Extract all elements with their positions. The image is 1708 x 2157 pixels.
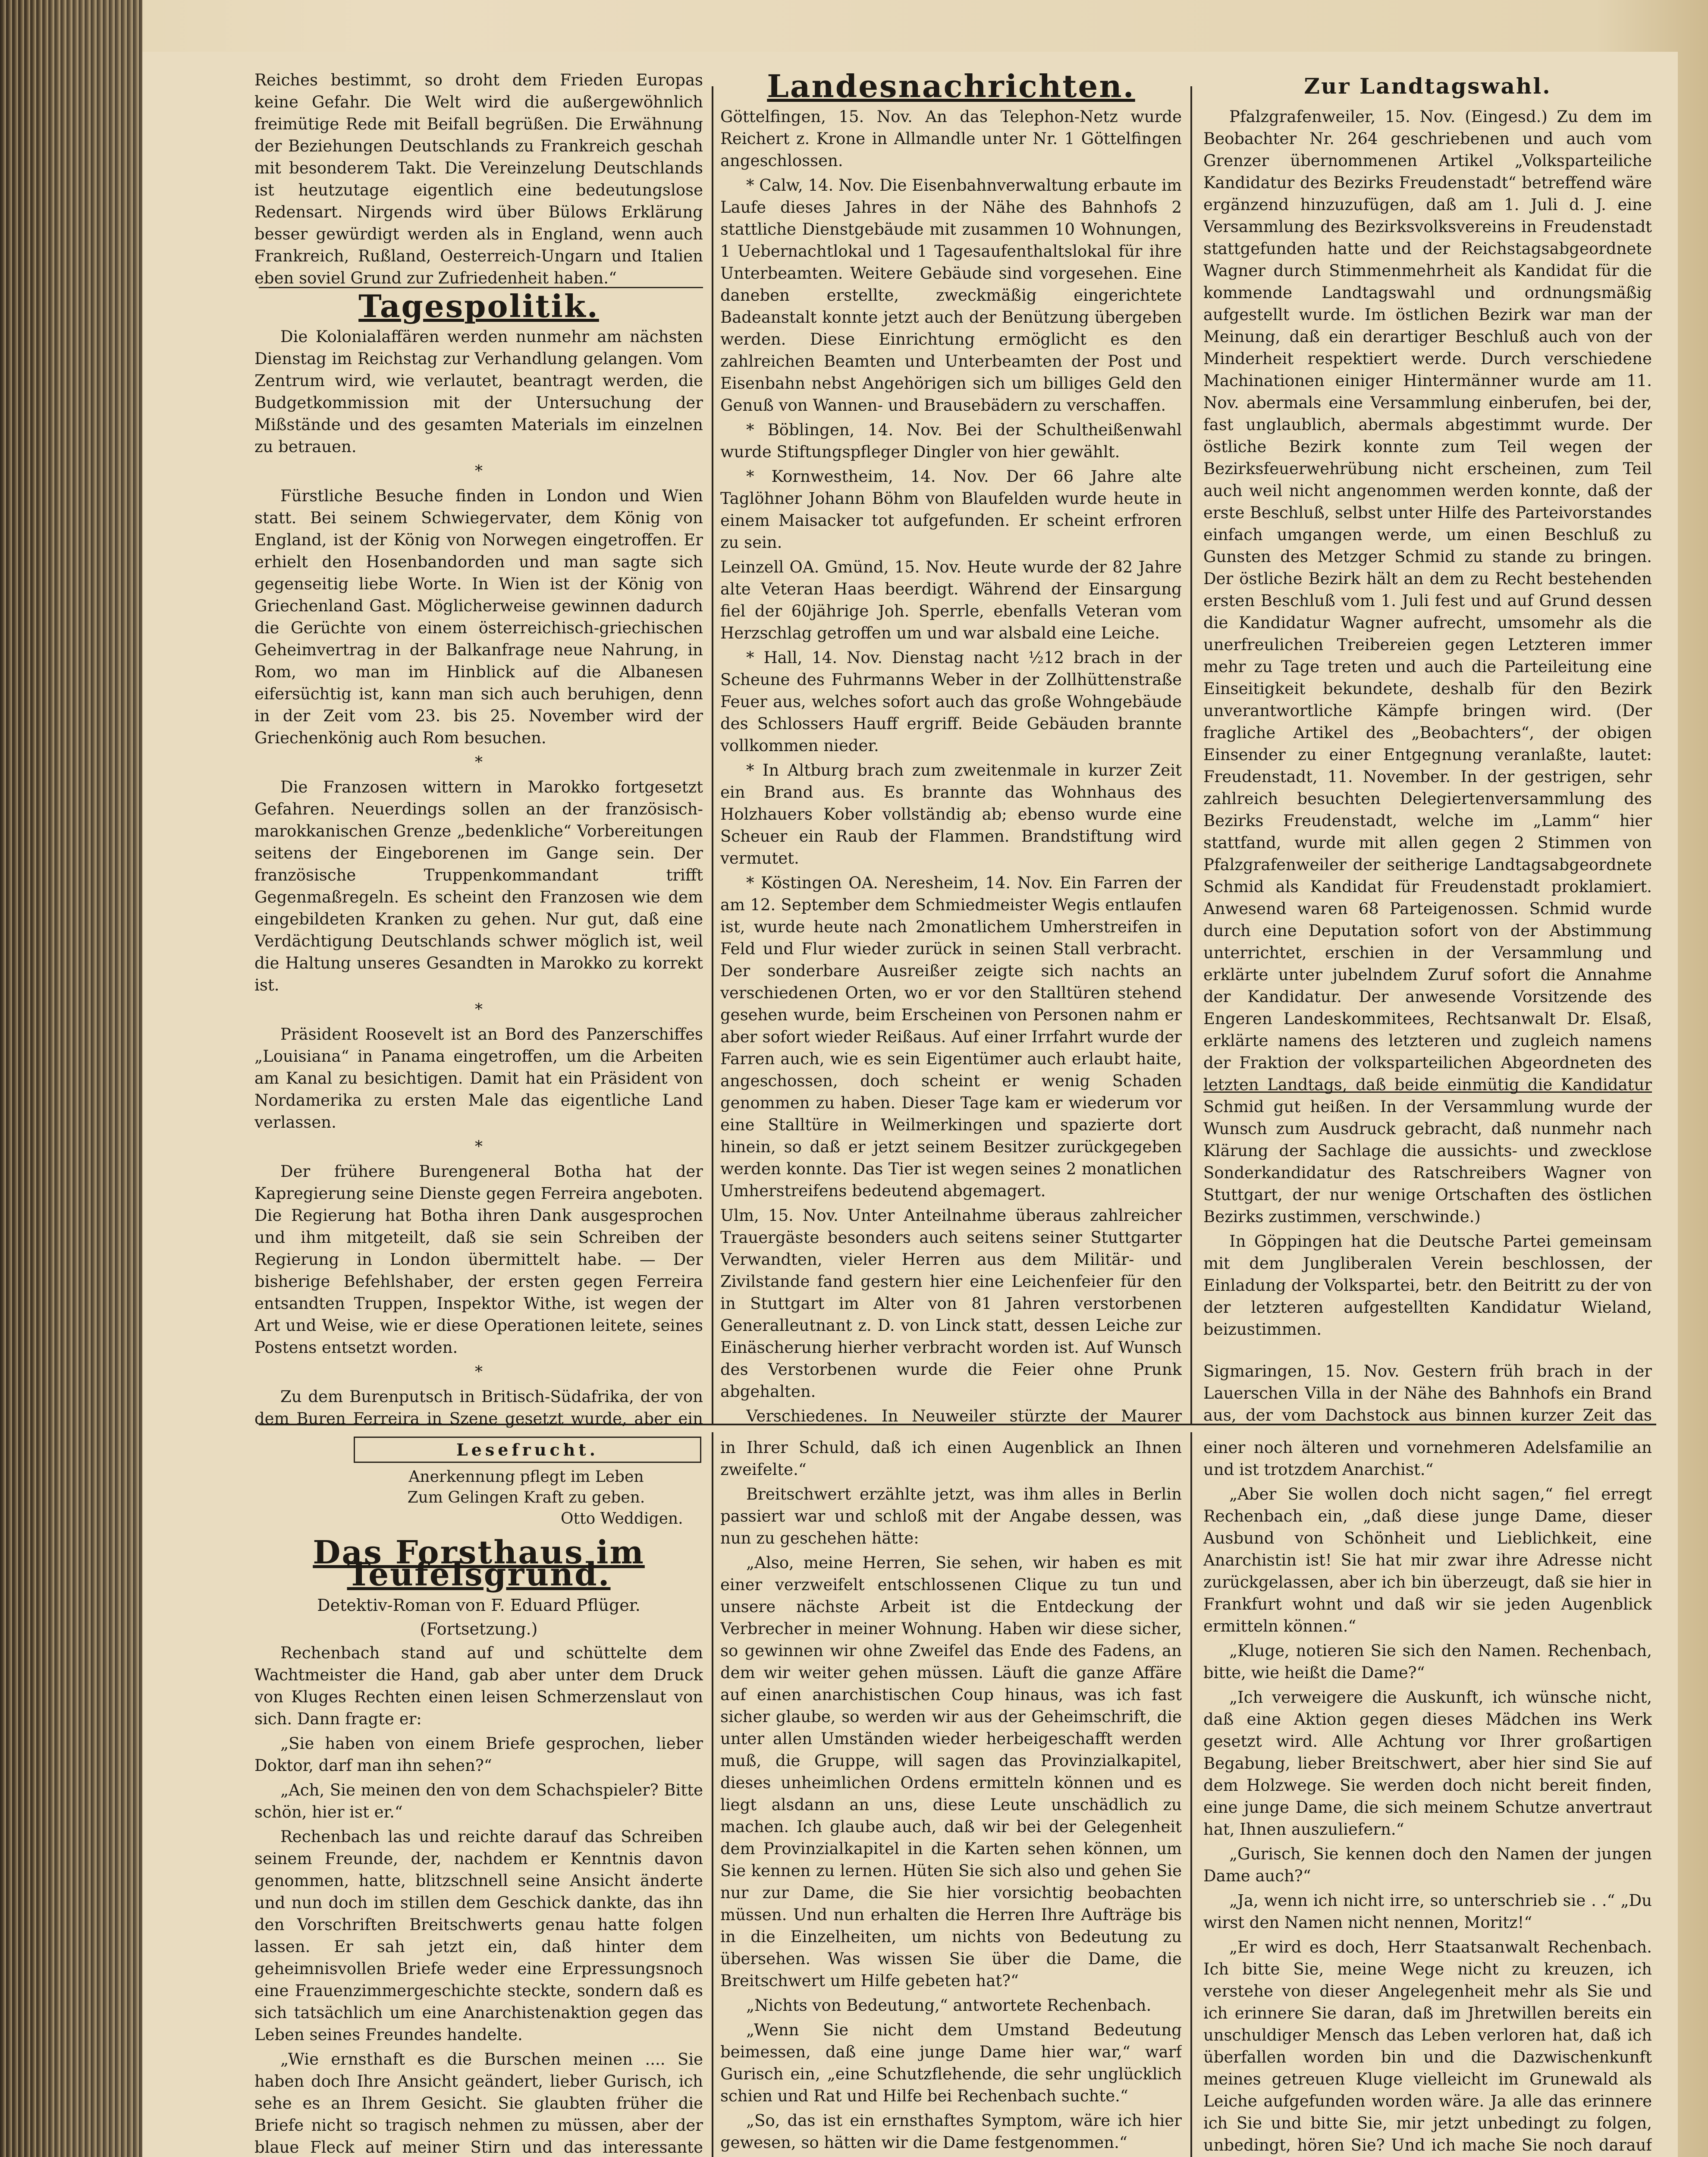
novel-column-3 xyxy=(1203,1437,1652,2157)
novel-c2-p1: in Ihrer Schuld, daß ich einen Augenblick an Ihnen zweifelte.“ xyxy=(720,1438,1182,1479)
column-3-top xyxy=(1203,69,1652,1428)
column-rule-3 xyxy=(712,1432,713,2157)
book-binding-edge xyxy=(0,0,142,2157)
novel-c1-p2: „Sie haben von einem Briefe gesprochen, lieber Doktor, darf man ihn sehen?“ xyxy=(254,1734,703,1775)
news-hall: * Hall, 14. Nov. Dienstag nacht ½12 brach in der Scheune des Fuhrmanns Weber in der Zollhüttenstraße Feuer aus, welches sofort auch das große Wohngebäude des Schlossers Hauff ergriff. Beide Gebäuden brannte vollkommen nieder. xyxy=(720,648,1182,755)
novel-c3-p6: „Ja, wenn ich nicht irre, so unterschrieb sie . .“ „Du wirst den Namen nicht nennen, Moritz!“ xyxy=(1203,1891,1652,1932)
novel-c3-p4: „Ich verweigere die Auskunft, ich wünsche nicht, daß eine Aktion gegen dieses Mädchen ins Werk gesetzt wird. Alle Achtung vor Ihrer großartigen Begabung, lieber Breitschwert, aber hier sind Sie auf dem Holzwege. Sie werden doch nicht bereit finden, eine junge Dame, die sich meinem Schutze anvertraut hat, Ihnen auszuliefern.“ xyxy=(1203,1688,1652,1839)
novel-c3-p5: „Gurisch, Sie kennen doch den Namen der jungen Dame auch?“ xyxy=(1203,1845,1652,1885)
landtagswahl-heading: Zur Landtagswahl. xyxy=(1304,73,1551,99)
novel-c2-p5: „Wenn Sie nicht dem Umstand Bedeutung beimessen, daß eine junge Dame hier war,“ warf Gurisch ein, „eine Schutzflehende, die sehr unglücklich schien und Rat und Hilfe bei Rechenbach suchte.“ xyxy=(720,2021,1182,2105)
novel-column-1 xyxy=(254,1536,703,2157)
column-rule-1 xyxy=(712,86,713,1424)
news-verschiedenes: Verschiedenes. In Neuweiler stürzte der Maurer xyxy=(746,1407,1182,1425)
politics-paragraph-2: Fürstliche Besuche finden in London und Wien statt. Bei seinem Schwiegervater, dem König von England, ist der König von Norwegen eingetroffen. Er erhielt den Hosenbandorden und man sagte sich gegenseitig liebe Worte. In Wien ist der König von Griechenland Gast. Möglicherweise gewinnen dadurch die Gerüchte von einem österreichisch-griechischen Geheimvertrag in der Balkanfrage neue Nahrung, in Rom, wo man im Hinblick auf die Albanesen eifersüchtig ist, kann man sich auch beruhigen, denn in der Zeit vom 23. bis 25. November wird der Griechenkönig auch Rom besuchen. xyxy=(254,487,703,747)
quote-line-1: Anerkennung pflegt im Leben xyxy=(408,1468,644,1486)
landesnachrichten-heading: Landesnachrichten. xyxy=(767,69,1135,104)
separator-star: * xyxy=(475,462,483,480)
novel-c3-p7: „Er wird es doch, Herr Staatsanwalt Rechenbach. Ich bitte Sie, meine Wege nicht zu kreuzen, ich verstehe von dieser Angelegenheit mehr als Sie und ich erinnere Sie daran, daß im Jhretwillen bereits ein unschuldiger Mensch das Leben verloren hat, daß ich überfallen worden bin und die Dazwischenkunft meines getreuen Kluge vielleicht im Grunewald als Leiche aufgefunden worden wäre. Ja alle das erinnere ich Sie und bitte Sie, mir jetzt unbedingt zu folgen, unbedingt, hören Sie? Und ich mache Sie noch darauf xyxy=(1203,1938,1652,2154)
news-kornwestheim: * Kornwestheim, 14. Nov. Der 66 Jahre alte Taglöhner Johann Böhm von Blaufelden wurde heute in einem Maisacker tot aufgefunden. Er scheint erfroren zu sein. xyxy=(720,467,1182,552)
column-rule-2 xyxy=(1190,86,1192,1424)
news-leinzell: Leinzell OA. Gmünd, 15. Nov. Heute wurde der 82 Jahre alte Veteran Haas beerdigt. Während der Einsargung fiel der 60jährige Joh. Sperrle, ebenfalls Veteran vom Herzschlag getroffen um und war alsbald eine Leiche. xyxy=(720,558,1182,642)
politics-continuation: Reiches bestimmt, so droht dem Frieden Europas keine Gefahr. Die Welt wird die außergewöhnlich freimütige Rede mit Beifall begrüßen. Die Erwähnung der Beziehungen Deutschlands zu Frankreich geschah mit besonderem Takt. Die Vereinzelung Deutschlands ist heutzutage eigentlich eine bedeutungslose Redensart. Nirgends wird über Bülows Erklärung besser gewürdigt werden als in England, wenn auch Frankreich, Rußland, Oesterreich-Ungarn und Italien eben soviel Grund zur Zufriedenheit haben.“ xyxy=(254,71,703,287)
separator-star: * xyxy=(475,754,483,771)
news-koestingen: * Köstingen OA. Neresheim, 14. Nov. Ein Farren der am 12. September dem Schmiedmeister Wegis entlaufen ist, wurde heute nach 2monatlichem Umherstreifen in Feld und Flur wieder zurück in seinen Stall verbracht. Der sonderbare Ausreißer zeigte sich nachts an verschiedenen Orten, wo er vor den Stalltüren stehend gesehen wurde, beim Erscheinen von Personen nahm er aber sofort wieder Reißaus. Auf einer Irrfahrt wurde der Farren auch, wie es sein Eigentümer auch erlaubt haite, angeschossen, doch scheint er wenig Schaden genommen zu haben. Dieser Tage kam er wiederum vor eine Stalltüre in Weilmerkingen und spazierte dort hinein, so daß er jetzt seinem Besitzer zurückgegeben werden konnte. Das Tier ist wegen seines 2 monatlichen Umherstreifens bedeutend abgemagert. xyxy=(720,874,1182,1200)
news-sigmaringen: Sigmaringen, 15. Nov. Gestern früh brach in der Lauerschen Villa in der Nähe des Bahnhofs ein Brand aus, der vom Dachstock aus binnen kurzer Zeit das xyxy=(1203,1362,1652,1424)
politics-paragraph-1: Die Kolonialaffären werden nunmehr am nächsten Dienstag im Reichstag zur Verhandlung gelangen. Vom Zentrum wird, wie verlautet, beantragt werden, die Budgetkommission mit der Untersuchung der Mißstände und des gesamten Materials im einzelnen zu betrauen. xyxy=(254,327,703,456)
news-boeblingen: * Böblingen, 14. Nov. Bei der Schultheißenwahl wurde Stiftungspfleger Dingler von hier gewählt. xyxy=(720,421,1182,461)
novel-c3-p3: „Kluge, notieren Sie sich den Namen. Rechenbach, bitte, wie heißt die Dame?“ xyxy=(1203,1641,1652,1682)
separator-star: * xyxy=(475,1138,483,1156)
landtagswahl-paragraph-1: Pfalzgrafenweiler, 15. Nov. (Eingesd.) Zu dem im Beobachter Nr. 264 geschriebenen und auch vom Grenzer übernommenen Artikel „Volksparteiliche Kandidatur des Bezirks Freudenstadt“ betreffend wäre ergänzend hinzuzufügen, daß am 1. Juli d. J. eine Versammlung des Bezirksvolksvereins in Freudenstadt stattgefunden hatte und der Reichstagsabgeordnete Wagner durch Stimmenmehrheit als Kandidat für die kommende Landtagswahl und ordnungsmäßig aufgestellt wurde. Im östlichen Bezirk war man der Meinung, daß ein derartiger Beschluß auch von der Minderheit respektiert werde. Durch verschiedene Machinationen einiger Hintermänner wurde am 11. Nov. abermals eine Versammlung einberufen, bei der, fast unglaublich, abermals abgestimmt wurde. Der östliche Bezirk konnte zum Teil wegen der Bezirksfeuerwehrübung nicht erscheinen, zum Teil auch weil nicht angenommen werden konnte, daß der erste Beschluß, selbst unter Hilfe des Parteivorstandes einfach umgangen werde, um einen Beschluß zu Gunsten des Metzger Schmid zu stande zu bringen. Der östliche Bezirk hält an dem zu Recht bestehenden ersten Beschluß vom 1. Juli fest und auf Grund dessen die Kandidatur Wagner aufrecht, umsomehr als die unerfreulichen Treibereien gegen Letzteren immer mehr zu Tage treten und auch die Parteileitung eine Einseitigkeit bekundete, deshalb für den Bezirk unverantwortliche Kämpfe bringen wird. (Der fragliche Artikel des „Beobachters“, der obigen Einsender zu einer Entgegnung veranlaßte, lautet: Freudenstadt, 11. November. In der gestrigen, sehr zahlreich besuchten Delegiertenversammlung des Bezirks Freudenstadt, welche im „Lamm“ hier stattfand, wurde mit allen gegen 2 Stimmen von Pfalzgrafenweiler der seitherige Landtagsabgeordnete Schmid als Kandidat für Freudenstadt proklamiert. Anwesend waren 68 Parteigenossen. Schmid wurde durch eine Deputation sofort von der Abstimmung unterrichtet, erschien in der Versammlung und erklärte unter jubelndem Zuruf sofort die Annahme der Kandidatur. Der anwesende Vorsitzende des Engeren Landeskommitees, Rechtsanwalt Dr. Elsaß, erklärte namens des letzteren und zugleich namens der Fraktion der volksparteilichen Abgeordneten des letzten Landtags, daß beide einmütig die Kandidatur Schmid gut heißen. In der Versammlung wurde der Wunsch zum Ausdruck gebracht, daß nunmehr nach Klärung der Sachlage die aussichts- und zwecklose Sonderkandidatur des Ratschreibers Wagner von Stuttgart, der nur wenige Ortschaften des östlichen Bezirks zustimmen, verschwinde.) xyxy=(1203,107,1652,1226)
news-ulm: Ulm, 15. Nov. Unter Anteilnahme überaus zahlreicher Trauergäste besonders auch seitens seiner Stuttgarter Verwandten, vieler Herren aus dem Militär- und Zivilstande fand gestern hier eine Leichenfeier für den in Stuttgart im Alter von 81 Jahren verstorbenen Generalleutnant z. D. von Linck statt, dessen Leiche zur Einäscherung hierher verbracht worden ist. Auf Wunsch des Verstorbenen wurde die Feier ohne Prunk abgehalten. xyxy=(720,1206,1182,1401)
novel-c1-p5: „Wie ernsthaft es die Burschen meinen .... Sie haben doch Ihre Ansicht geändert, lieber Gurisch, ich sehe es an Ihrem Gesicht. Sie glaubten früher die Briefe nicht so tragisch nehmen zu müssen, aber der blaue Fleck auf meiner Stirn und das interessante xyxy=(254,2050,703,2157)
novel-c1-p4: Rechenbach las und reichte darauf das Schreiben seinem Freunde, der, nachdem er Kenntnis davon genommen, hatte, blitzschnell seine Ansicht änderte und nun doch im stillen dem Geschick dankte, das ihn den Vorschriften Breitschwerts genau hatte folgen lassen. Er sah jetzt ein, daß hinter dem geheimnisvollen Briefe weder eine Erpressungsnoch eine Frauenzimmergeschichte steckte, sondern daß es sich tatsächlich um eine Anarchistenaktion gegen das Leben seines Freundes handelte. xyxy=(254,1827,703,2044)
novel-c1-p3: „Ach, Sie meinen den von dem Schachspieler? Bitte schön, hier ist er.“ xyxy=(254,1781,703,1821)
novel-c2-p4: „Nichts von Bedeutung,“ antwortete Rechenbach. xyxy=(746,1996,1152,2015)
lesefrucht-title: Lesefrucht. xyxy=(354,1437,701,1463)
novel-c3-p1: einer noch älteren und vornehmeren Adelsfamilie an und ist trotzdem Anarchist.“ xyxy=(1203,1438,1652,1479)
separator-star: * xyxy=(475,1363,483,1381)
novel-title: Das Forsthaus im Teufelsgrund. xyxy=(313,1536,645,1593)
politics-paragraph-4: Präsident Roosevelt ist an Bord des Panzerschiffes „Louisiana“ in Panama eingetroffen, um die Arbeiten am Kanal zu besichtigen. Damit hat ein Präsident von Nordamerika zu ersten Male das eigentliche Land verlassen. xyxy=(254,1025,703,1132)
politics-paragraph-3: Die Franzosen wittern in Marokko fortgesetzt Gefahren. Neuerdings sollen an der französisch-marokkanischen Grenze „bedenkliche“ Vorbereitungen seitens der Eingeborenen im Gange sein. Der französische Truppenkommandant trifft Gegenmaßregeln. Es scheint den Franzosen wie dem eingebildeten Kranken zu gehen. Nur gut, daß eine Verdächtigung Deutschlands schwer möglich ist, weil die Haltung unseres Gesandten in Marokko zu korrekt ist. xyxy=(254,778,703,994)
lesefrucht-quote xyxy=(371,1467,681,1508)
tagespolitik-heading: Tagespolitik. xyxy=(358,288,599,324)
novel-continued: (Fortsetzung.) xyxy=(420,1619,538,1638)
quote-line-2: Zum Gelingen Kraft zu geben. xyxy=(407,1489,645,1506)
separator-star: * xyxy=(475,1001,483,1019)
quote-author: Otto Weddigen. xyxy=(561,1510,683,1528)
novel-c2-p3: „Also, meine Herren, Sie sehen, wir haben es mit einer verzweifelt entschlossenen Clique zu tun und unsere nächste Arbeit ist die Entdeckung der Verbrecher in meiner Wohnung. Haben wir diese sicher, so gewinnen wir ohne Zweifel das Ende des Fadens, an dem wir weiter gehen müssen. Läuft die ganze Affäre auf einen anarchistischen Coup hinaus, was ich fast sicher glaube, so werden wir aus der Geheimschrift, die unter allen Umständen wieder herbeigeschafft werden muß, die Gruppe, will sagen das Provinzialkapitel, dieses unheimlichen Ordens ermitteln können und es liegt alsdann an uns, diese Leute unschädlich zu machen. Ich glaube auch, daß wir bei der Gelegenheit dem Provinzialkapitel in die Karten sehen können, um Sie kennen zu lernen. Hüten Sie sich also und gehen Sie nur zur Dame, die Sie hier vorsichtig beobachten müssen. Und nun erhalten die Herren Ihre Aufträge bis in die Einzelheiten, um nichts von Bedeutung zu übersehen. Was wissen Sie über die Dame, die Breitschwert um Hilfe gebeten hat?“ xyxy=(720,1553,1182,1990)
column-1-top xyxy=(254,69,703,1428)
novel-c2-p6: „So, das ist ein ernsthaftes Symptom, wäre ich hier gewesen, so hätten wir die Dame festgenommen.“ xyxy=(720,2111,1182,2152)
novel-column-2 xyxy=(720,1437,1182,2157)
news-altburg: * In Altburg brach zum zweitenmale in kurzer Zeit ein Brand aus. Es brannte das Wohnhaus des Holzhauers Kober vollständig ab; ebenso wurde eine Scheuer ein Raub der Flammen. Brandstiftung wird vermutet. xyxy=(720,761,1182,868)
politics-paragraph-5: Der frühere Burengeneral Botha hat der Kapregierung seine Dienste gegen Ferreira angeboten. Die Regierung hat Botha ihren Dank ausgesprochen und ihm mitgeteilt, daß sie sein Schreiben der Regierung in London übermittelt habe. — Der bisherige Befehlshaber, der ersten gegen Ferreira entsandten Truppen, Inspektor Withe, ist wegen der Art und Weise, wie er diese Operationen leitete, seines Postens entsetzt worden. xyxy=(254,1162,703,1357)
politics-paragraph-6: Zu dem Burenputsch in Britisch-Südafrika, der von dem Buren Ferreira in Szene gesetzt wurde, aber ein xyxy=(254,1387,703,1428)
novel-c2-p2: Breitschwert erzählte jetzt, was ihm alles in Berlin passiert war und schloß mit der Angabe dessen, was nun zu geschehen hätte: xyxy=(720,1485,1182,1547)
column-2-top xyxy=(720,69,1182,1428)
landtagswahl-paragraph-2: In Göppingen hat die Deutsche Partei gemeinsam mit dem Jungliberalen Verein beschlossen, der Einladung der Volkspartei, betr. den Beitritt zu der von der letzteren aufgestellten Kandidatur Wieland, beizustimmen. xyxy=(1203,1232,1652,1339)
column-rule-4 xyxy=(1190,1432,1192,2157)
news-calw: * Calw, 14. Nov. Die Eisenbahnverwaltung erbaute im Laufe dieses Jahres in der Nähe des Bahnhofs 2 stattliche Dienstgebäude mit zusammen 10 Wohnungen, 1 Uebernachtlokal und 1 Tagesaufenthaltslokal für ihre Unterbeamten. Weitere Gebäude sind vorgesehen. Eine daneben erstellte, zweckmäßig eingerichtete Badeanstalt konnte jetzt auch der Benützung übergeben werden. Diese Einrichtung ermöglicht es den zahlreichen Beamten und Unterbeamten der Post und Eisenbahn nebst Angehörigen sich um billiges Geld den Genuß von Wannen- und Brausebädern zu verschaffen. xyxy=(720,176,1182,415)
news-goettelfingen: Göttelfingen, 15. Nov. An das Telephon-Netz wurde Reichert z. Krone in Allmandle unter Nr. 1 Göttelfingen angeschlossen. xyxy=(720,107,1182,170)
novel-subtitle: Detektiv-Roman von F. Eduard Pflüger. xyxy=(317,1596,640,1615)
novel-c1-p1: Rechenbach stand auf und schüttelte dem Wachtmeister die Hand, gab aber unter dem Druck von Kluges Rechten einen leisen Schmerzenslaut von sich. Dann fragte er: xyxy=(254,1644,703,1728)
novel-c3-p2: „Aber Sie wollen doch nicht sagen,“ fiel erregt Rechenbach ein, „daß diese junge Dame, dieser Ausbund von Schönheit und Lieblichkeit, eine Anarchistin ist! Sie hat mir zwar ihre Adresse nicht zurückgelassen, aber ich bin überzeugt, daß sie hier in Frankfurt wohnt und daß wir sie jeden Augenblick ermitteln können.“ xyxy=(1203,1485,1652,1635)
